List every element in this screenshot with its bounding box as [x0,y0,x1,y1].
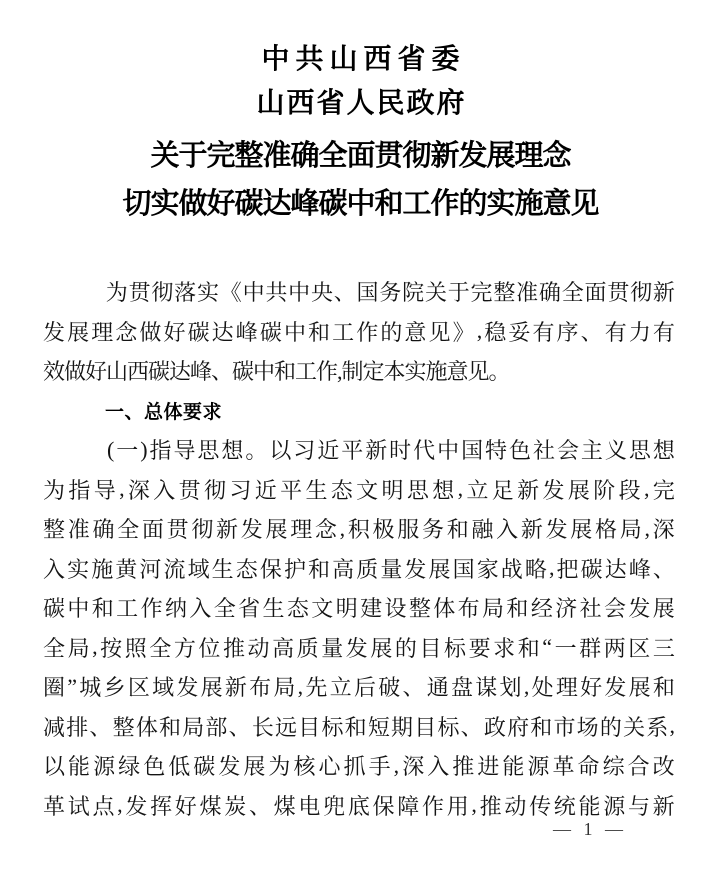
body-line: 碳 中 和 工 作 纳 入 全 省 生 态 文 明 建 设 整 体 布 局 和 经 济 社 会 发 展 [43,596,675,622]
section-heading: 一、总体要求 [43,391,675,431]
body-line: 减 排 、 整 体 和 局 部 、 长 远 目 标 和 短 期 目 标 、 政 府 和 市 场 的 关 系 , [43,713,675,740]
page-number: — 1 — [553,819,627,839]
body-line: 全 局 , 按 照 全 方 位 推 动 高 质 量 发 展 的 目 标 要 求 和 “ 一 群 两 区 三 [43,634,675,661]
first-line-indent [43,291,105,292]
body-line: 以 能 源 绿 色 低 碳 发 展 为 核 心 抓 手 , 深 入 推 进 能 源 革 命 综 合 改 [43,752,675,780]
title-subject-line-1: 关于完整准确全面贯彻新发展理念 [150,140,571,172]
first-line-indent [43,449,105,450]
body-line: ( 一 ) 指 导 思 想 。 以 习 近 平 新 时 代 中 国 特 色 社 会 主 义 思 想 [43,430,675,470]
body-line: 整 准 确 全 面 贯 彻 新 发 展 理 念 , 积 极 服 务 和 融 入 新 发 展 格 局 , 深 [43,515,675,543]
title-org-line-2: 山西省人民政府 [256,88,467,119]
first-line-indent [43,410,105,411]
body-line: 圈 ” 城 乡 区 域 发 展 新 布 局 , 先 立 后 破 、 通 盘 谋 划 , 处 理 好 发 展 和 [43,673,675,701]
body-line: 入 实 施 黄 河 流 域 生 态 保 护 和 高 质 量 发 展 国 家 战 略 , 把 碳 达 峰 、 [43,555,675,582]
document-body [43,272,675,825]
body-line: 革 试 点 , 发 挥 好 煤 炭 、 煤 电 兜 底 保 障 作 用 , 推 动 传 统 能 源 与 新 [43,792,675,819]
body-line: 效做好山西碳达峰、碳中和工作,制定本实施意见。 [43,359,510,385]
body-line: 为 指 导 , 深 入 贯 彻 习 近 平 生 态 文 明 思 想 , 立 足 新 发 展 阶 段 , 完 [43,476,675,503]
title-org-line-1: 中共山西省委 [261,44,466,75]
body-line: 为 贯 彻 落 实 《 中 共 中 央 、 国 务 院 关 于 完 整 准 确 全 面 贯 彻 新 [43,272,675,312]
title-subject-line-2: 切实做好碳达峰碳中和工作的实施意见 [122,188,599,220]
body-line: 发 展 理 念 做 好 碳 达 峰 碳 中 和 工 作 的 意 见 》 , 稳 妥 有 序 、 有 力 有 [43,318,675,345]
